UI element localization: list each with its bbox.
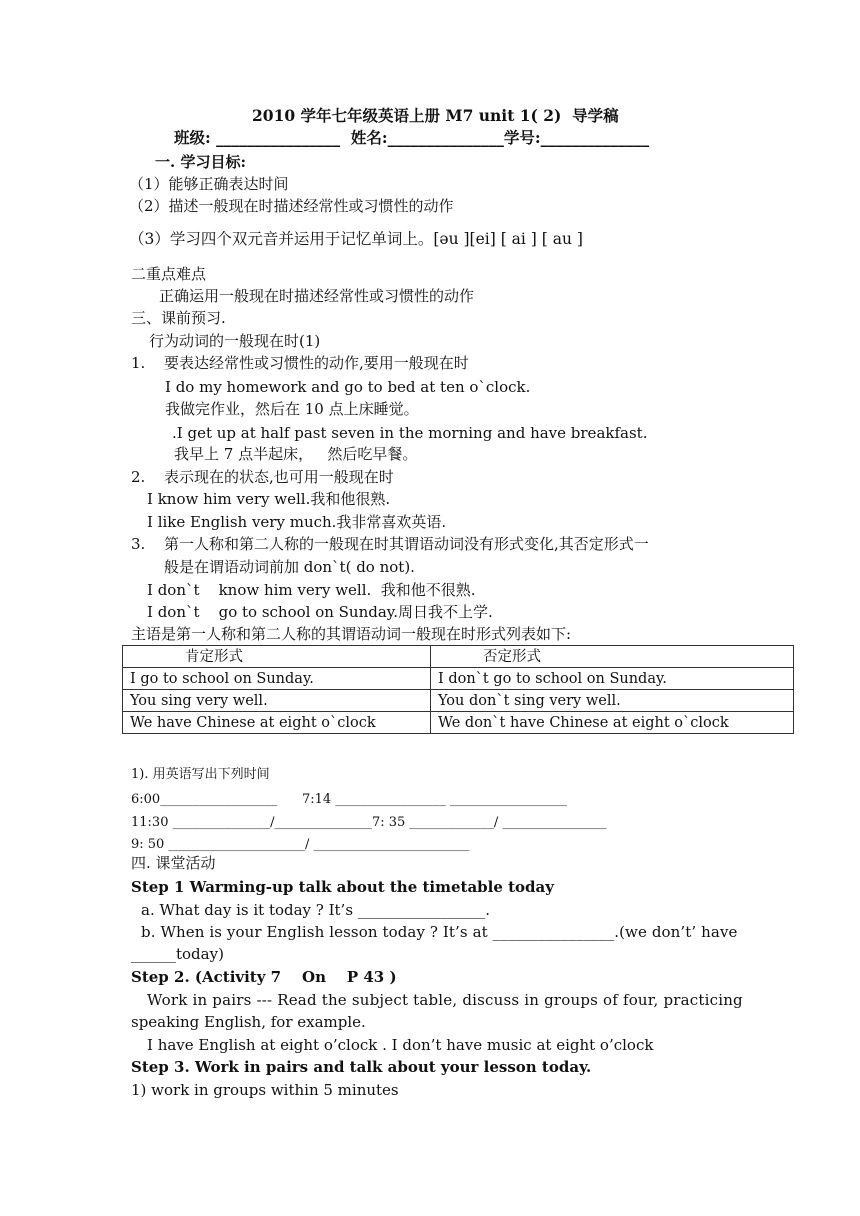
point-2-example-1: I know him very well.我和他很熟.	[147, 490, 391, 508]
exercise-line-1: 6:00__________________ 7:14 _________________ __________________	[131, 792, 567, 807]
exercise-line-2: 11:30 _______________/_______________7: 35 _____________/ ________________	[131, 815, 607, 830]
exercise-title: 用英语写出下列时间	[152, 767, 270, 782]
table-cell: We don`t have Chinese at eight o`clock	[431, 712, 794, 734]
point-2	[131, 467, 394, 487]
table-cell: You don`t sing very well.	[431, 690, 794, 712]
section-1-heading: 一. 学习目标:	[155, 153, 246, 171]
objective-2: （2）描述一般现在时描述经常性或习惯性的动作	[129, 197, 454, 215]
section-2-heading: 二重点难点	[131, 265, 207, 283]
step-2-heading: Step 2. (Activity 7 On P 43 )	[131, 968, 397, 986]
table-cell: We have Chinese at eight o`clock	[123, 712, 431, 734]
step-2-text-2: speaking English, for example.	[131, 1013, 366, 1031]
point-1-number: 1.	[131, 354, 146, 372]
section-2-text: 正确运用一般现在时描述经常性或习惯性的动作	[159, 287, 475, 305]
step-1-question-b: b. When is your English lesson today ? It’s at ________________.(we don’t’ have	[141, 923, 738, 941]
step-2-text-3: I have English at eight o’clock . I don’t have music at eight o’clock	[147, 1036, 654, 1054]
point-3-text-cont: 般是在谓语动词前加 don`t( do not).	[164, 558, 415, 576]
table-header-cell	[431, 646, 794, 668]
point-1-text: 要表达经常性或习惯性的动作,要用一般现在时	[164, 354, 469, 372]
exercise-heading	[131, 765, 270, 785]
table-cell: I go to school on Sunday.	[123, 668, 431, 690]
point-1-example-2-cn: 我早上 7 点半起床， 然后吃早餐。	[174, 445, 418, 463]
table-row	[123, 712, 794, 734]
point-3	[131, 534, 649, 554]
step-3-heading: Step 3. Work in pairs and talk about your lesson today.	[131, 1058, 592, 1076]
point-3-example-1: I don`t know him very well. 我和他不很熟.	[147, 581, 476, 599]
point-3-number: 3.	[131, 535, 146, 553]
table-header-cell	[123, 646, 431, 668]
point-1	[131, 353, 469, 373]
step-3-text-1: 1) work in groups within 5 minutes	[131, 1081, 399, 1099]
point-2-text: 表示现在的状态,也可用一般现在时	[164, 468, 394, 486]
point-3-text: 第一人称和第二人称的一般现在时其谓语动词没有形式变化,其否定形式一	[164, 535, 649, 553]
table-cell: You sing very well.	[123, 690, 431, 712]
table-intro: 主语是第一人称和第二人称的其谓语动词一般现在时形式列表如下:	[131, 625, 572, 643]
table-header-row	[123, 646, 794, 668]
header-affirmative: 肯定形式	[185, 648, 243, 665]
section-3-subheading: 行为动词的一般现在时(1)	[149, 332, 321, 350]
step-1-question-b-cont: ______today)	[131, 945, 224, 963]
table-cell: I don`t go to school on Sunday.	[431, 668, 794, 690]
exercise-line-3: 9: 50 _____________________/ ________________________	[131, 837, 470, 852]
point-1-example-1: I do my homework and go to bed at ten o`clock.	[165, 378, 531, 396]
class-name-id-line: 班级: ________________ 姓名:_______________学号:______________	[174, 128, 650, 147]
exercise-label: 1).	[131, 767, 149, 782]
objective-1: （1）能够正确表达时间	[129, 175, 289, 193]
step-1-question-a: a. What day is it today ? It’s _________________.	[141, 901, 491, 919]
step-2-text-1: Work in pairs --- Read the subject table, discuss in groups of four, practicing	[147, 991, 743, 1009]
objective-3: （3）学习四个双元音并运用于记忆单词上。[əu ][ei] [ ai ] [ au ]	[129, 230, 583, 248]
page-title: 2010 学年七年级英语上册 M7 unit 1( 2) 导学稿	[252, 106, 619, 125]
header-negative: 否定形式	[483, 648, 541, 665]
section-4-heading: 四. 课堂活动	[131, 854, 216, 872]
point-3-example-2: I don`t go to school on Sunday.周日我不上学.	[147, 603, 493, 621]
point-2-example-2: I like English very much.我非常喜欢英语.	[147, 513, 447, 531]
point-1-example-2: .I get up at half past seven in the morning and have breakfast.	[172, 424, 648, 442]
forms-table	[122, 645, 794, 734]
section-3-heading: 三、课前预习.	[131, 309, 226, 327]
point-1-example-1-cn: 我做完作业，然后在 10 点上床睡觉。	[165, 400, 419, 418]
table-row	[123, 668, 794, 690]
point-2-number: 2.	[131, 468, 146, 486]
step-1-heading: Step 1 Warming-up talk about the timetable today	[131, 878, 554, 896]
table-row	[123, 690, 794, 712]
